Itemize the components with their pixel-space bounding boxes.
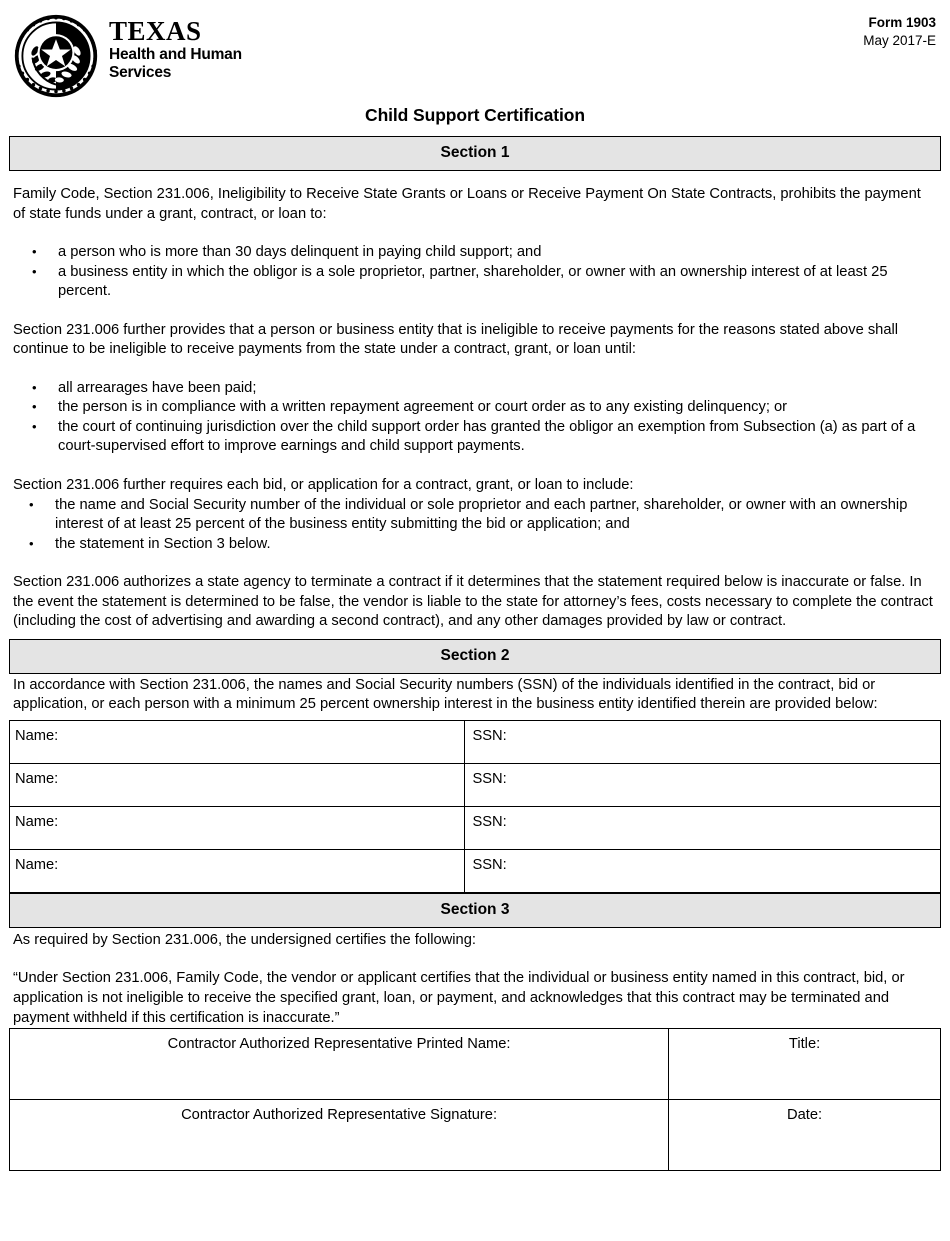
signature-table [9,1028,941,1171]
section-3-quote-wrap [9,969,941,1028]
ssn-field-1[interactable] [465,720,941,763]
printed-name-label: Contractor Authorized Representative Printed Name: [167,1036,511,1053]
section-3-intro-wrap [9,928,941,951]
name-label: Name: [15,813,59,830]
section-2-header: Section 2 [9,639,941,674]
table-row [10,1100,941,1171]
name-label: Name: [15,727,59,744]
date-field[interactable] [669,1100,941,1171]
section-1-paragraph-2: Section 231.006 further provides that a person or business entity that is ineligible to receive payments for the reasons stated above shall continue to be ineligible to receive payments from the state under a contract, grant, or loan until: [13,321,899,358]
list-item: • the court of continuing jurisdiction over the child support order has granted the obligor an exemption from Subsection (a) as part of a court-supervised effort to improve earnings and child support payments. [13,418,937,457]
table-row [10,720,941,763]
section-2-intro: In accordance with Section 231.006, the names and Social Security numbers (SSN) of the individuals identified in the contract, bid or application, or each person with a minimum 25 percent ownership interest in the business entity identified therein are provided below: [13,676,878,713]
ssn-label: SSN: [472,727,507,744]
title-label: Title: [788,1036,821,1053]
table-row [10,1029,941,1100]
section-2-name-ssn-table [9,720,941,893]
name-field-3[interactable] [10,806,465,849]
agency-name-block [109,12,242,83]
table-row [10,849,941,892]
signature-field[interactable] [10,1100,669,1171]
list-item: • the name and Social Security number of the individual or sole proprietor and each partner, shareholder, or owner with an ownership interest of at least 25 percent of the business entity submitting the bid or application; and [13,496,937,535]
name-label: Name: [15,856,59,873]
list-item: • the statement in Section 3 below. [13,535,937,555]
name-field-1[interactable] [10,720,465,763]
section-1-body [9,171,941,639]
name-label: Name: [15,770,59,787]
section-2-intro-wrap [9,674,941,720]
brand-line-services: Services [109,64,172,82]
date-label: Date: [787,1107,823,1124]
texas-state-seal-icon [14,14,98,98]
signature-label: Contractor Authorized Representative Signature: [181,1107,498,1124]
list-item: • the person is in compliance with a written repayment agreement or court order as to any existing delinquency; or [13,398,937,418]
list-item: • all arrearages have been paid; [13,379,937,399]
section-1-paragraph-4: Section 231.006 authorizes a state agency to terminate a contract if it determines that the statement required below is inaccurate or false. In the event the statement is determined to be false, the vendor is liable to the state for attorney’s fees, costs necessary to complete the contract (including the cost of advertising and awarding a second contract), and any other damages provided by law or contract. [13,574,933,630]
section-1-bullet-list-2 [13,379,937,457]
section-3-header: Section 3 [9,893,941,928]
ssn-label: SSN: [472,770,507,787]
ssn-field-3[interactable] [465,806,941,849]
section-3-certification-statement: “Under Section 231.006, Family Code, the vendor or applicant certifies that the individual or business entity named in this contract, bid, or application is not ineligible to receive the specified grant, loan, or payment, and acknowledges that this contract may be terminated and payment withheld if this certification is inaccurate.” [13,970,905,1026]
section-3-intro: As required by Section 231.006, the undersigned certifies the following: [13,931,476,948]
ssn-label: SSN: [472,856,507,873]
section-1-paragraph-1: Family Code, Section 231.006, Ineligibility to Receive State Grants or Loans or Receive Payment On State Contracts, prohibits the payment of state funds under a grant, contract, or loan to: [13,186,921,222]
title-field[interactable] [669,1029,941,1100]
agency-branding [9,12,941,98]
ssn-label: SSN: [472,813,507,830]
name-field-2[interactable] [10,763,465,806]
name-field-4[interactable] [10,849,465,892]
list-item: • a business entity in which the obligor is a sole proprietor, partner, shareholder, or owner with an ownership interest of at least 25 percent. [13,263,937,302]
list-item: • a person who is more than 30 days delinquent in paying child support; and [13,243,937,263]
page-title: Child Support Certification [365,105,585,125]
brand-line-health-and-human: Health and Human [109,45,242,63]
ssn-field-4[interactable] [465,849,941,892]
brand-texas: TEXAS [109,16,202,46]
form-number: Form 1903 [868,15,936,30]
section-1-bullet-list-3 [13,496,937,555]
ssn-field-2[interactable] [465,763,941,806]
form-revision-date: May 2017-E [863,32,936,48]
section-1-paragraph-3: Section 231.006 further requires each bid, or application for a contract, grant, or loan to include: [13,477,634,494]
page-header [9,0,941,105]
section-1-bullet-list-1 [13,243,937,302]
table-row [10,763,941,806]
table-row [10,806,941,849]
section-1-header: Section 1 [9,136,941,171]
printed-name-field[interactable] [10,1029,669,1100]
form-metadata [863,14,936,49]
